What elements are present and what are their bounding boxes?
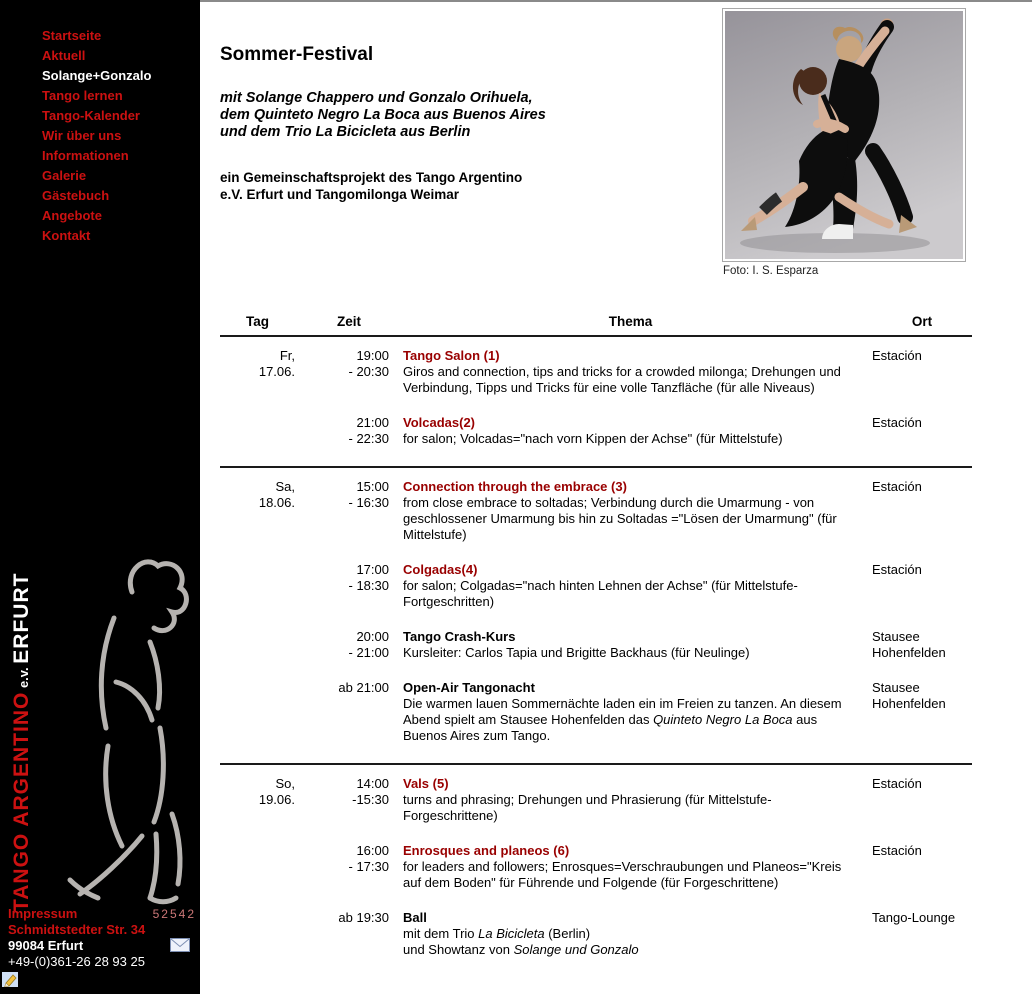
column-header-zeit: Zeit	[336, 314, 361, 329]
impressum-link[interactable]: Impressum	[8, 906, 78, 921]
main-content	[220, 0, 1032, 994]
day-cell	[220, 562, 295, 610]
sidebar	[0, 0, 200, 994]
event-description: turns and phrasing; Drehungen und Phrasierung (für Mittelstufe-Forgeschrittene)	[403, 792, 772, 823]
subtitle-line: dem Quinteto Negro La Boca aus Buenos Aires	[220, 107, 546, 123]
event-title: Ball	[403, 910, 427, 925]
logo-erfurt: ERFURT	[10, 572, 33, 664]
ort-cell: Estación	[872, 348, 922, 363]
schedule-row	[220, 680, 972, 744]
time-cell: 21:00 - 22:30	[348, 415, 389, 446]
sidebar-item-informationen[interactable]: Informationen	[42, 148, 129, 163]
thema-cell	[403, 910, 858, 958]
schedule-day-section	[220, 337, 972, 468]
schedule-row	[220, 910, 972, 958]
schedule-row	[220, 843, 972, 891]
tango-dancers-photo	[722, 8, 966, 262]
time-cell: ab 19:30	[338, 910, 389, 925]
logo-tango-argentino: TANGO ARGENTINO	[10, 691, 33, 912]
event-title: Colgadas(4)	[403, 562, 478, 577]
schedule-row	[220, 776, 972, 824]
schedule-row	[220, 562, 972, 610]
schedule-table	[220, 314, 972, 977]
event-description: for salon; Volcadas="nach vorn Kippen der Achse" (für Mittelstufe)	[403, 431, 783, 446]
thema-cell	[403, 348, 858, 396]
page-title: Sommer-Festival	[220, 44, 374, 65]
ort-cell: Tango-Lounge	[872, 910, 956, 925]
sidebar-item-aktuell[interactable]: Aktuell	[42, 48, 86, 63]
subtitle-line: und dem Trio La Bicicleta aus Berlin	[220, 124, 471, 140]
event-description: from close embrace to soltadas; Verbindung durch die Umarmung - von geschlossener Umarmung bis hin zu Soltadas ="Lösen der Umarmung" (für Mittelstufe)	[403, 495, 837, 542]
sidebar-item-angebote[interactable]: Angebote	[42, 208, 102, 223]
event-title: Volcadas(2)	[403, 415, 476, 430]
day-cell: So, 19.06.	[258, 776, 295, 807]
subtitle-line: mit Solange Chappero und Gonzalo Orihuela,	[220, 90, 533, 106]
tango-dancers-silhouette-graphic	[52, 548, 200, 921]
day-cell	[220, 680, 295, 744]
column-header-thema: Thema	[608, 314, 653, 329]
time-cell: 17:00 - 18:30	[348, 562, 389, 593]
photo-caption: Foto: I. S. Esparza	[723, 265, 819, 277]
thema-cell	[403, 415, 858, 447]
day-cell	[220, 910, 295, 958]
event-description: for leaders and followers; Enrosques=Verschraubungen und Planeos="Kreis auf dem Boden" für Führende und Folgende (für Forgeschrittene)	[403, 859, 842, 890]
day-cell: Sa, 18.06.	[258, 479, 295, 510]
time-cell: 15:00 - 16:30	[348, 479, 389, 510]
event-title: Connection through the embrace (3)	[403, 479, 627, 494]
project-line: e.V. Erfurt und Tangomilonga Weimar	[220, 187, 460, 202]
sidebar-item-startseite[interactable]: Startseite	[42, 28, 102, 43]
address-city: 99084 Erfurt	[8, 938, 84, 953]
thema-cell	[403, 479, 858, 543]
event-description: for salon; Colgadas="nach hinten Lehnen der Achse" (für Mittelstufe-Fortgeschritten)	[403, 578, 798, 609]
event-title: Open-Air Tangonacht	[403, 680, 535, 695]
edit-pencil-icon[interactable]	[2, 972, 18, 992]
ort-cell: Stausee Hohenfelden	[872, 629, 946, 660]
column-header-ort: Ort	[911, 314, 933, 329]
schedule-row	[220, 629, 972, 661]
event-title: Tango Crash-Kurs	[403, 629, 516, 644]
schedule-row	[220, 415, 972, 447]
ort-cell: Estación	[872, 776, 922, 791]
sidebar-item-solange-gonzalo[interactable]: Solange+Gonzalo	[42, 68, 152, 83]
time-cell: 16:00 - 17:30	[348, 843, 389, 874]
mail-icon[interactable]	[170, 938, 190, 956]
sidebar-item-wir-über-uns[interactable]: Wir über uns	[42, 128, 122, 143]
sidebar-item-kontakt[interactable]: Kontakt	[42, 228, 91, 243]
sidebar-footer	[8, 906, 196, 970]
time-cell: 20:00 - 21:00	[348, 629, 389, 660]
project-line: ein Gemeinschaftsprojekt des Tango Argentino	[220, 170, 523, 185]
schedule-day-section	[220, 765, 972, 958]
day-cell	[220, 629, 295, 661]
day-cell	[220, 415, 295, 447]
sidebar-item-galerie[interactable]: Galerie	[42, 168, 87, 183]
time-cell: 19:00 - 20:30	[348, 348, 389, 379]
time-cell: 14:00 -15:30	[352, 776, 389, 807]
address-street: Schmidtstedter Str. 34	[8, 922, 146, 937]
event-description: Giros and connection, tips and tricks for a crowded milonga; Drehungen und Verbindung, Tipps und Tricks für eine volle Tanzfläche (für alle Niveaus)	[403, 364, 841, 395]
day-cell: Fr, 17.06.	[258, 348, 295, 379]
event-title: Enrosques and planeos (6)	[403, 843, 570, 858]
event-title: Tango Salon (1)	[403, 348, 500, 363]
thema-cell	[403, 843, 858, 891]
thema-cell	[403, 629, 858, 661]
event-description: Die warmen lauen Sommernächte laden ein im Freien zu tanzen. An diesem Abend spielt am Stausee Hohenfelden das Quinteto Negro La Boca aus Buenos Aires zum Tango.	[403, 696, 842, 743]
ort-cell: Estación	[872, 562, 922, 577]
thema-cell	[403, 562, 858, 610]
ort-cell: Estación	[872, 479, 922, 494]
visitor-counter: 52542	[152, 907, 196, 921]
column-header-tag: Tag	[246, 314, 269, 329]
sidebar-item-tango-kalender[interactable]: Tango-Kalender	[42, 108, 140, 123]
schedule-body	[220, 337, 972, 958]
thema-cell	[403, 680, 858, 744]
day-cell	[220, 843, 295, 891]
sidebar-item-tango-lernen[interactable]: Tango lernen	[42, 88, 123, 103]
event-title: Vals (5)	[403, 776, 449, 791]
schedule-day-section	[220, 468, 972, 765]
sidebar-nav	[0, 0, 200, 246]
ort-cell: Stausee Hohenfelden	[872, 680, 946, 711]
sidebar-item-gästebuch[interactable]: Gästebuch	[42, 188, 110, 203]
logo-ev: e.v.	[16, 663, 31, 692]
schedule-header	[220, 314, 972, 337]
phone-number: +49-(0)361-26 28 93 25	[8, 954, 145, 969]
event-description: Kursleiter: Carlos Tapia und Brigitte Backhaus (für Neulinge)	[403, 645, 750, 660]
event-description: mit dem Trio La Bicicleta (Berlin) und Showtanz von Solange und Gonzalo	[403, 926, 639, 957]
vertical-logo	[10, 573, 34, 912]
schedule-row	[220, 479, 972, 543]
schedule-row	[220, 348, 972, 396]
ort-cell: Estación	[872, 415, 922, 430]
ort-cell: Estación	[872, 843, 922, 858]
thema-cell	[403, 776, 858, 824]
time-cell: ab 21:00	[338, 680, 389, 695]
